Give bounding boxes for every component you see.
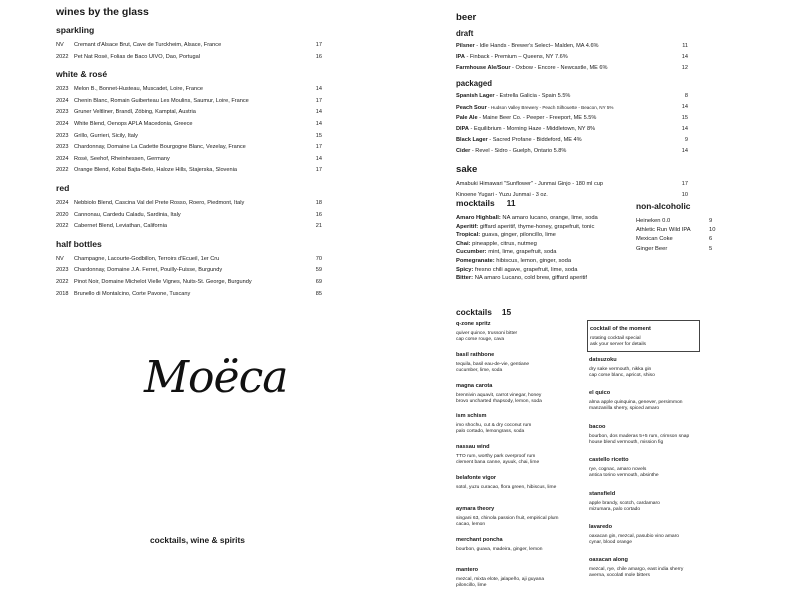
wine-item — [56, 254, 322, 266]
cocktail-ingredients: apple brandy, scotch, cardamaro — [589, 500, 660, 506]
wine-year: 2022 — [56, 223, 69, 230]
wine-section-heading: white & rosé — [56, 69, 108, 80]
beer-item — [456, 41, 688, 52]
cocktail-ingredients: manzanilla sherry, spiced amaro — [589, 406, 660, 412]
cocktail-name: stansfield — [589, 490, 616, 497]
beer-desc: - Idle Hands - Brewer's Select– Malden, MA 4.6% — [474, 43, 599, 49]
beer-item — [456, 113, 688, 124]
non-alcoholic-name: Ginger Beer — [636, 245, 668, 252]
cocktail-ingredients: cucumber, lime, soda — [456, 367, 503, 373]
beer-name — [456, 52, 670, 63]
cocktail-item — [589, 390, 749, 412]
wine-price: 14 — [315, 155, 322, 162]
mocktail-name: Spicy: — [456, 266, 474, 273]
wine-price: 59 — [315, 267, 322, 274]
cocktail-name: datsuzoku — [589, 357, 617, 363]
wine-year: 2022 — [56, 278, 69, 285]
wine-item — [56, 40, 322, 52]
cocktail-ingredients: cap corse blanc, apricot, shiso — [589, 373, 655, 378]
beer-desc: - Revel - Sidro - Guelph, Ontario 5.8% — [470, 148, 567, 154]
wine-item — [56, 221, 322, 233]
beer-item — [456, 124, 688, 135]
cocktail-item — [589, 557, 749, 579]
beer-desc: - Estrella Galicia - Spain 5.5% — [494, 93, 571, 99]
wine-name: Chardonnay, Domaine La Cadette Bourgogne Blanc, Vezelay, France — [74, 144, 246, 151]
beer-style: Cider — [456, 148, 471, 154]
mocktail-item — [456, 266, 632, 275]
cocktail-ingredients: brovo uncharted rhapsody, lemon, soda — [456, 398, 542, 404]
beer-price: 9 — [684, 137, 688, 143]
mocktail-item — [456, 248, 632, 257]
wine-year: 2020 — [56, 211, 69, 218]
wine-year: 2018 — [56, 290, 69, 297]
sake-price: 10 — [681, 192, 688, 198]
non-alcoholic-price: 10 — [709, 227, 716, 234]
non-alcoholic-price: 5 — [709, 245, 713, 252]
wine-year: 2023 — [56, 109, 69, 116]
tagline: cocktails, wine & spirits — [150, 535, 245, 545]
cocktail-item — [589, 524, 749, 546]
wine-item — [56, 154, 322, 166]
cocktail-name: lavaredo — [589, 524, 613, 530]
mocktail-name: Amaro Highball: — [456, 215, 501, 221]
cocktail-ingredients: mezcal, rye, chile amargo, east india sherry — [589, 567, 684, 573]
wine-item — [56, 131, 322, 143]
cocktail-ingredients: sotol, yuzu curacao, flora green, hibiscus, lime — [456, 485, 557, 490]
mocktail-desc: mint, lime, grapefruit, soda — [486, 249, 557, 256]
wine-price: 16 — [315, 211, 322, 218]
wine-name: Champagne, Lacourte-Godbillon, Terroirs d'Ecueil, 1er Cru — [74, 255, 220, 262]
mocktail-item — [456, 214, 632, 223]
sake-name: Amabuki Himawari "Sunflower" - Junmai Ginjo - 180 ml cup — [456, 181, 603, 187]
beer-name — [456, 41, 670, 52]
sake-item — [456, 179, 688, 190]
wine-item — [56, 277, 322, 289]
cocktail-item — [589, 424, 749, 446]
mocktail-name: Tropical: — [456, 232, 481, 239]
wine-item — [56, 265, 322, 277]
wines-column — [56, 6, 322, 300]
beer-name — [456, 113, 670, 124]
non-alcoholic-list — [636, 217, 718, 254]
beer-price: 15 — [681, 115, 688, 121]
cocktail-ingredients: TTO rum, worthy park overproof rum — [456, 454, 536, 460]
beer-style: DIPA — [456, 126, 469, 132]
cocktail-item — [589, 491, 749, 513]
non-alcoholic-item — [636, 245, 718, 254]
cocktail-ingredients: mezcal, mixta elote, jalapeño, aji guyana — [456, 577, 545, 583]
cocktail-ingredients: house blend vermouth, mission fig — [589, 439, 664, 445]
beer-item — [456, 102, 688, 113]
wine-name: Grillo, Gurrieri, Sicily, Italy — [74, 132, 138, 139]
moeca-logo — [140, 348, 288, 404]
wine-name: Pet Nat Rosé, Folias de Baco UIVO, Dao, Portugal — [74, 53, 200, 60]
cocktail-ingredients: cacao, lemon — [456, 521, 486, 527]
cocktail-name: basil rathbone — [456, 351, 495, 358]
wine-item — [56, 52, 322, 64]
mocktail-name: Bitter: — [456, 275, 474, 282]
beer-desc: - Finback - Premium – Queens, NY 7.6% — [464, 54, 568, 60]
cocktail-name: bacoo — [589, 423, 606, 430]
wine-price: 17 — [315, 97, 322, 104]
wine-name: Chenin Blanc, Romain Guiberteau Les Moulins, Saumur, Loire, France — [74, 97, 249, 104]
cocktail-name: castello ricetto — [589, 457, 629, 464]
wine-year: 2024 — [56, 120, 69, 127]
beer-style: Pilsner — [456, 43, 475, 49]
mocktail-desc: NA amaro lucano, orange, lime, soda — [500, 215, 598, 221]
wine-sections — [56, 25, 322, 300]
wine-price: 70 — [315, 255, 322, 262]
beer-price: 14 — [681, 54, 688, 60]
cocktail-name: ism schism — [456, 413, 487, 420]
wine-price: 17 — [315, 167, 322, 174]
wine-item — [56, 84, 322, 96]
wine-name: Nebbiolo Blend, Cascina Val del Prete Rosso, Roero, Piedmont, Italy — [74, 199, 245, 206]
wine-price: 14 — [315, 109, 322, 116]
wine-year: 2022 — [56, 53, 69, 60]
cocktail-ingredients: cynar, blood orange — [589, 540, 632, 545]
beer-desc: - Oxbow - Encore - Newcastle, ME 6% — [510, 65, 608, 71]
mocktail-name: Pomegranate: — [456, 257, 495, 264]
beer-desc: - Maine Beer Co. - Peeper - Freeport, ME 5.5% — [477, 115, 597, 121]
wine-price: 85 — [315, 290, 322, 297]
cocktail-name: belafonte vigor — [456, 475, 497, 481]
cocktail-ingredients: tequila, basil eau-de-vie, gentiane — [456, 361, 530, 367]
beer-style: Black Lager — [456, 137, 488, 143]
mocktail-desc: hibiscus, lemon, ginger, soda — [494, 257, 572, 264]
wine-item — [56, 198, 322, 210]
wine-item — [56, 165, 322, 177]
mocktails-count: 11 — [506, 198, 516, 208]
cocktail-ingredients: alma apple quinquina, genever, persimmon — [589, 400, 683, 406]
beer-style: Pale Ale — [456, 115, 478, 121]
sake-name: Kinoene Yugari - Yuzu Junmai - 3 oz. — [456, 192, 548, 198]
wine-item — [56, 210, 322, 222]
beer-name — [456, 146, 670, 157]
beer-name — [456, 124, 670, 135]
wine-price: 21 — [315, 223, 322, 230]
wines-title: wines by the glass — [56, 6, 149, 18]
mocktail-item — [456, 257, 632, 266]
cocktail-name: q-zone spritz — [456, 321, 491, 327]
mocktail-name: Chai: — [456, 240, 471, 247]
cocktail-ingredients: oaxacan gin, mezcal, pasubio vino amaro — [589, 534, 679, 539]
packaged-heading: packaged — [456, 79, 492, 88]
beer-style: Farmhouse Ale/Sour — [456, 65, 511, 71]
cocktail-ingredients: rye, cognac, amaro novels — [589, 467, 647, 473]
beer-price: 14 — [681, 148, 688, 154]
cocktail-ingredients: palo cortado, lemongrass, soda — [456, 429, 525, 435]
wine-year: 2023 — [56, 86, 69, 93]
mocktails-title — [456, 198, 632, 208]
cocktail-name: oaxacan along — [589, 557, 628, 564]
non-alcoholic-item — [636, 235, 718, 244]
mocktail-name: Cucumber: — [456, 249, 487, 256]
beer-name — [456, 91, 670, 102]
wine-price: 69 — [315, 278, 322, 285]
cocktail-ingredients: singani 63, chinola passion fruit, empirical plum — [456, 515, 559, 521]
draft-heading: draft — [456, 29, 474, 38]
cocktail-ingredients: cap corse rouge, cava — [456, 337, 505, 342]
cocktail-name: merchant poncha — [456, 536, 503, 543]
cocktails-label: cocktails — [456, 307, 492, 317]
wine-year: 2024 — [56, 199, 69, 206]
cocktails-count: 15 — [501, 307, 512, 317]
cocktail-name: magna carota — [456, 382, 493, 389]
mocktail-desc: giffard aperitif, thyme-honey, grapefruit, tonic — [478, 223, 595, 230]
beer-name — [456, 135, 670, 146]
beer-price: 14 — [681, 104, 688, 110]
cocktail-ingredients: brennivin aquavit, carrot vinegar, honey — [456, 392, 542, 398]
beer-style: IPA — [456, 54, 465, 60]
beer-item — [456, 135, 688, 146]
wine-name: Brunello di Montalcino, Corte Pavone, Tuscany — [74, 290, 191, 297]
wine-item — [56, 289, 322, 301]
cocktail-item — [589, 357, 749, 379]
moment-line: ask your server for details — [590, 342, 646, 347]
mocktail-name: Aperitif: — [456, 223, 479, 230]
wine-section-heading: sparkling — [56, 25, 95, 35]
wine-year: NV — [56, 42, 64, 48]
cocktail-ingredients: piloncillo, lime — [456, 583, 487, 589]
wine-price: 18 — [315, 199, 322, 206]
cocktail-ingredients: mizumara, palo cortado — [589, 506, 641, 512]
wine-name: Orange Blend, Kobal Bajta-Belo, Haloze Hills, Stajerska, Slovenia — [74, 167, 237, 174]
wine-section-heading: half bottles — [56, 238, 102, 249]
mocktail-desc: pineapple, citrus, nutmeg — [470, 240, 537, 247]
wine-year: 2022 — [56, 167, 69, 174]
non-alcoholic-name: Mexican Coke — [636, 236, 673, 243]
wine-name: Melon B., Bonnet-Husteau, Muscadet, Loire, France — [74, 86, 204, 93]
mocktails-label: mocktails — [456, 198, 495, 208]
mocktail-item — [456, 223, 632, 232]
mocktail-desc: guava, ginger, piloncillo, lime — [480, 232, 556, 239]
wine-item — [56, 107, 322, 119]
wine-name: Gruner Veltliner, Brandl, Zöbing, Kamptal, Austria — [74, 109, 196, 116]
mocktail-item — [456, 240, 632, 249]
wine-price: 14 — [315, 120, 322, 127]
cocktail-name: aymara theory — [456, 505, 495, 512]
beer-price: 12 — [681, 65, 688, 71]
wine-item — [56, 119, 322, 131]
wine-year: 2024 — [56, 97, 69, 104]
wine-price: 15 — [315, 132, 322, 139]
non-alcoholic-name: Athletic Run Wild IPA — [636, 227, 691, 234]
non-alcoholic-price: 6 — [709, 236, 713, 243]
sake-price: 17 — [681, 181, 688, 187]
cocktail-ingredients: quiver quince, trussoni bitter — [456, 331, 518, 336]
mocktail-list — [456, 214, 632, 283]
cocktail-ingredients: imo shochu, cut & dry coconut rum — [456, 423, 532, 429]
beer-desc: - Sacred Profane - Biddeford, ME 4% — [487, 137, 582, 143]
wine-price: 14 — [315, 86, 322, 93]
wine-price: 17 — [315, 42, 322, 48]
cocktail-ingredients: antica torino vermouth, absinthe — [589, 473, 659, 479]
wine-section-heading: red — [56, 182, 70, 193]
beer-desc: - Equilibrium - Morning Haze - Middletown, NY 8% — [468, 126, 596, 132]
cocktail-name: nassau wind — [456, 444, 490, 451]
wine-price: 16 — [315, 53, 322, 60]
beer-item — [456, 146, 688, 157]
mocktail-item — [456, 274, 632, 283]
beer-desc: - Hudson Valley Brewery - Peach Silhouette - Beacon, NY 5% — [486, 105, 614, 110]
wine-name: Cabernet Blend, Leviathan, California — [74, 223, 167, 230]
wine-name: Cannonau, Cardedu Caladu, Sardinia, Italy — [74, 211, 181, 218]
wine-name: White Blend, Oenops APLA Macedonia, Greece — [74, 120, 193, 127]
cocktails-title — [456, 307, 511, 317]
wine-name: Rosé, Seehof, Rheinhessen, Germany — [74, 155, 170, 162]
wine-year: 2024 — [56, 155, 69, 162]
mocktail-desc: fresno chili agave, grapefruit, lime, soda — [473, 266, 578, 273]
non-alcoholic-section — [636, 201, 718, 254]
beer-price: 8 — [684, 93, 688, 99]
beer-item — [456, 63, 688, 74]
draft-list — [456, 41, 688, 74]
cocktail-ingredients: dry sake vermouth, nikka gin — [589, 367, 652, 372]
beer-style: Peach Sour — [456, 105, 487, 111]
beer-price: 14 — [681, 126, 688, 132]
packaged-list — [456, 91, 688, 157]
cocktail-ingredients: bourbon, dos maderas 5+5 rum, crimson snap — [589, 433, 690, 439]
beer-price: 11 — [682, 43, 688, 49]
beer-item — [456, 91, 688, 102]
cocktail-name: el quico — [589, 390, 611, 397]
wine-year: 2023 — [56, 132, 69, 139]
cocktail-ingredients: bourbon, guava, madeira, ginger, lemon — [456, 546, 543, 552]
wine-name: Cremant d'Alsace Brut, Cave de Turckheim, Alsace, France — [74, 42, 222, 48]
cocktail-ingredients: clement bana canne, ayuuk, chai, lime — [456, 460, 540, 466]
beer-sake-column — [456, 12, 688, 201]
wine-item — [56, 96, 322, 108]
wine-year: 2023 — [56, 267, 69, 274]
beer-title: beer — [456, 12, 477, 23]
wine-year: 2023 — [56, 144, 69, 151]
wine-name: Chardonnay, Domaine J.A. Ferret, Pouilly-Fuisse, Burgundy — [74, 267, 223, 274]
non-alcoholic-name: Heineken 0.0 — [636, 218, 671, 224]
beer-style: Spanish Lager — [456, 93, 495, 99]
wine-name: Pinot Noir, Domaine Michelot Vielle Vignes, Nuits-St. George, Burgundy — [74, 278, 252, 285]
cocktail-item — [589, 457, 749, 479]
wine-item — [56, 142, 322, 154]
moment-title: cocktail of the moment — [590, 326, 651, 332]
mocktail-desc: NA amaro Lucano, cold brew, giffard aperitif — [473, 275, 588, 282]
mocktail-item — [456, 231, 632, 240]
non-alcoholic-item — [636, 217, 718, 226]
cocktail-name: mantero — [456, 567, 479, 574]
mocktails-section — [456, 198, 632, 283]
non-alcoholic-item — [636, 226, 718, 235]
beer-name — [456, 63, 670, 74]
wine-price: 17 — [315, 144, 322, 151]
beer-item — [456, 52, 688, 63]
sake-title: sake — [456, 164, 478, 175]
cocktail-of-the-moment-box — [587, 320, 700, 352]
wine-year: NV — [56, 255, 64, 262]
non-alcoholic-price: 9 — [709, 218, 713, 224]
cocktail-ingredients: averna, xocolatl mole bitters — [589, 573, 650, 579]
non-alcoholic-title: non-alcoholic — [636, 201, 691, 211]
logo-text: Moëca — [144, 352, 288, 403]
moment-line: rotating cocktail special — [590, 336, 641, 341]
